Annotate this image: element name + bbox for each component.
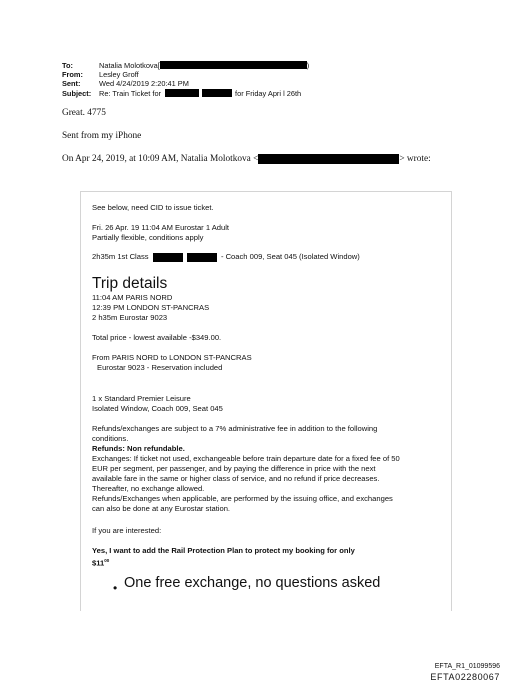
- subject-label: Subject:: [62, 88, 92, 98]
- duration-line: 2 h35m Eurostar 9023: [92, 313, 168, 322]
- depart-line: 11:04 AM PARIS NORD: [92, 293, 173, 302]
- protection-plan-line: Yes, I want to add the Rail Protection Plan to protect my booking for only: [92, 546, 355, 555]
- redaction-block: [165, 89, 199, 97]
- exchange-text: Exchanges: If ticket not used, exchangeable before train departure date for a fixed fee of 50: [92, 454, 400, 463]
- subject-suffix: for Friday Apri l 26th: [235, 88, 302, 98]
- fare-line: 1 x Standard Premier Leisure: [92, 394, 191, 403]
- refund-text: conditions.: [92, 434, 129, 443]
- redaction-block: [202, 89, 232, 97]
- from-value: Lesley Groff: [99, 70, 139, 80]
- quote-header: [62, 154, 431, 164]
- redaction-block: [160, 61, 310, 70]
- sent-value: Wed 4/24/2019 2:20:41 PM: [99, 79, 189, 89]
- trip-details-heading: Trip details: [92, 275, 168, 292]
- refund-policy: Refunds: Non refundable.: [92, 444, 185, 453]
- subject-row: [62, 89, 309, 98]
- price-line: Total price - lowest available -$349.00.: [92, 333, 222, 342]
- efta-reference-small: EFTA_R1_01099596: [434, 663, 500, 670]
- exchange-text: EUR per segment, per passenger, and by paying the difference in price with the next: [92, 464, 376, 473]
- exchange-text: available fare in the same or higher class of service, and no refund if price decreases.: [92, 474, 380, 483]
- to-value: Natalia Molotkova[: [99, 61, 160, 70]
- exchange-text: can also be done at any Eurostar station.: [92, 504, 231, 513]
- exchange-text: Refunds/Exchanges when applicable, are performed by the issuing office, and exchanges: [92, 494, 393, 503]
- to-row: [62, 61, 309, 70]
- redaction-block: [187, 253, 217, 262]
- interest-line: If you are interested:: [92, 526, 162, 535]
- redaction-block: [258, 154, 399, 164]
- protection-plan-price: [92, 556, 109, 568]
- signature-line: Sent from my iPhone: [62, 131, 142, 141]
- plan-price-cents: 00: [104, 558, 110, 563]
- free-exchange-line: One free exchange, no questions asked: [124, 575, 381, 591]
- to-label: To:: [62, 61, 73, 70]
- ticket-date-line: Fri. 26 Apr. 19 11:04 AM Eurostar 1 Adult: [92, 223, 230, 232]
- class-prefix: 2h35m 1st Class: [92, 252, 149, 261]
- exchange-text: Thereafter, no exchange allowed.: [92, 484, 205, 493]
- quote-suffix: > wrote:: [399, 154, 431, 165]
- quote-prefix: On Apr 24, 2019, at 10:09 AM, Natalia Molotkova <: [62, 154, 259, 165]
- plan-price: $11: [92, 558, 105, 568]
- to-suffix: ): [306, 61, 310, 70]
- from-row: [62, 70, 309, 79]
- ticket-intro: See below, need CID to issue ticket.: [92, 203, 214, 212]
- class-suffix: - Coach 009, Seat 045 (Isolated Window): [220, 252, 360, 261]
- arrive-line: 12:39 PM LONDON ST-PANCRAS: [92, 303, 210, 312]
- ticket-class-line: [92, 252, 360, 262]
- route-line: From PARIS NORD to LONDON ST-PANCRAS: [92, 353, 252, 362]
- refund-text: Refunds/exchanges are subject to a 7% administrative fee in addition to the following: [92, 424, 378, 433]
- bullet-icon: •: [113, 581, 118, 595]
- sent-row: [62, 79, 309, 88]
- redaction-block: [153, 253, 183, 262]
- efta-reference-large: EFTA02280067: [430, 672, 500, 682]
- reservation-line: Eurostar 9023 - Reservation included: [97, 363, 223, 372]
- subject-prefix: Re: Train Ticket for: [99, 88, 162, 98]
- sent-label: Sent:: [62, 79, 81, 89]
- ticket-flex-line: Partially flexible, conditions apply: [92, 233, 204, 242]
- email-header: [62, 61, 309, 98]
- from-label: From:: [62, 70, 83, 80]
- seat-line: Isolated Window, Coach 009, Seat 045: [92, 404, 223, 413]
- reply-line: Great. 4775: [62, 108, 106, 118]
